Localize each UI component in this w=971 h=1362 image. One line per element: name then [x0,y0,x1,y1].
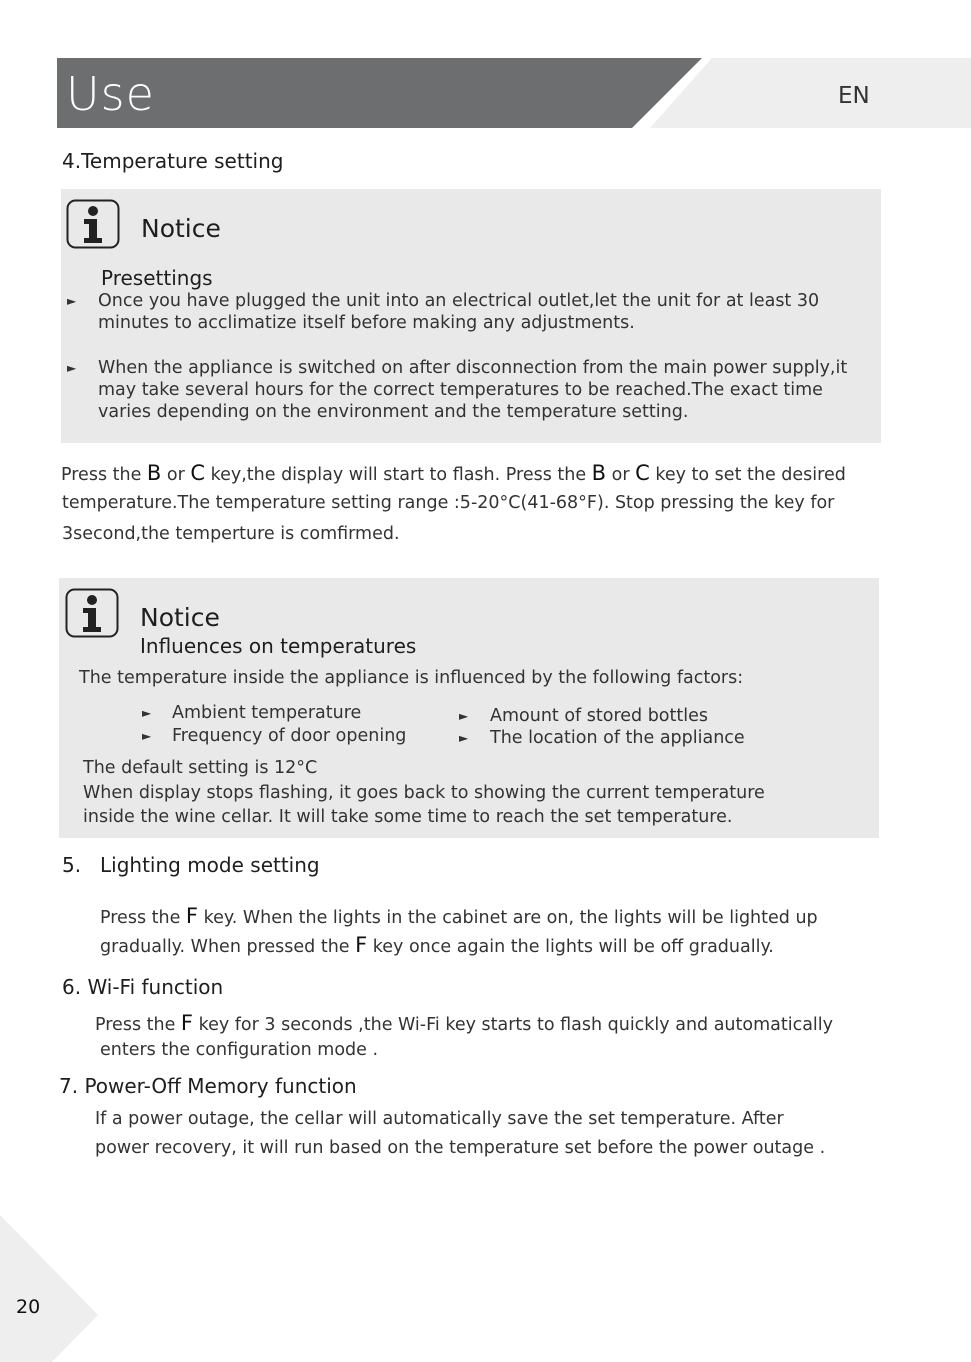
lighting-paragraph-line2 [100,934,774,958]
section-heading-wifi: 6. Wi-Fi function [62,975,224,999]
text: Press the [61,465,147,485]
display-info-line1: When display stops flashing, it goes back to showing the current temperature [83,783,765,803]
factor-item: Amount of stored bottles [490,706,708,726]
factor-item: Frequency of door opening [172,726,407,746]
text: Press the [100,908,186,928]
wifi-paragraph-line1 [95,1012,833,1036]
info-icon [66,199,120,249]
section-number: 5. [62,853,82,877]
key-f-label: F [185,904,198,928]
notice-subtitle: Presettings [101,266,213,290]
notice-title: Notice [141,214,221,243]
key-c-label: C [190,461,206,485]
text: key. When the lights in the cabinet are on, the lights will be lighted up [198,908,818,928]
header-decor-shape [650,58,971,128]
text: key for 3 seconds ,the Wi-Fi key starts to flash quickly and automatically [193,1015,834,1035]
text: key,the display will start to flash. Press the [205,465,592,485]
bullet-text: Once you have plugged the unit into an electrical outlet,let the unit for at least 30 [98,291,820,311]
key-b-label: B [591,461,607,485]
section-heading-lighting: Lighting mode setting [100,853,320,877]
key-f-label: F [180,1011,193,1035]
bullet-arrow: ► [142,729,152,743]
page-title: Use [66,67,155,121]
bullet-arrow: ► [142,706,152,720]
bullet-text: minutes to acclimatize itself before making any adjustments. [98,313,635,333]
key-c-label: C [635,461,650,485]
bullet-arrow: ► [67,361,77,375]
factor-item: Ambient temperature [172,703,362,723]
power-off-paragraph-line2: power recovery, it will run based on the temperature set before the power outage . [95,1138,826,1158]
text: key to set the desired [649,465,846,485]
text: Press the [95,1015,181,1035]
default-setting-text: The default setting is 12°C [83,758,318,778]
factor-item: The location of the appliance [490,728,745,748]
bullet-arrow: ► [459,731,469,745]
temperature-paragraph-line3: 3second,the temperture is comfirmed. [62,524,400,544]
notice-subtitle: Influences on temperatures [140,634,417,658]
bullet-text: When the appliance is switched on after disconnection from the main power supply,it [98,358,848,378]
section-heading-power-off-memory: 7. Power-Off Memory function [59,1074,357,1098]
temperature-paragraph-line2: temperature.The temperature setting range :5-20°C(41-68°F). Stop pressing the key for [62,493,835,513]
text: key once again the lights will be off gradually. [367,937,774,957]
text: or [606,465,636,485]
text: gradually. When pressed the [100,937,356,957]
bullet-text: varies depending on the environment and the temperature setting. [98,402,689,422]
factors-intro: The temperature inside the appliance is influenced by the following factors: [79,668,744,688]
notice-title: Notice [140,603,220,632]
key-f-label: F [355,933,368,957]
bullet-arrow: ► [459,709,469,723]
display-info-line2: inside the wine cellar. It will take some time to reach the set temperature. [83,807,733,827]
bullet-text: may take several hours for the correct temperatures to be reached.The exact time [98,380,823,400]
language-label: EN [838,83,870,109]
wifi-paragraph-line2: enters the configuration mode . [100,1040,379,1060]
info-icon [65,588,119,638]
lighting-paragraph-line1 [100,905,818,929]
bullet-arrow: ► [67,294,77,308]
page-corner-decor [0,1215,98,1362]
section-heading-temperature: 4.Temperature setting [62,149,284,173]
temperature-paragraph-line1 [61,462,846,486]
power-off-paragraph-line1: If a power outage, the cellar will automatically save the set temperature. After [95,1109,784,1129]
page-number: 20 [16,1296,41,1318]
key-b-label: B [146,461,162,485]
text: or [161,465,191,485]
